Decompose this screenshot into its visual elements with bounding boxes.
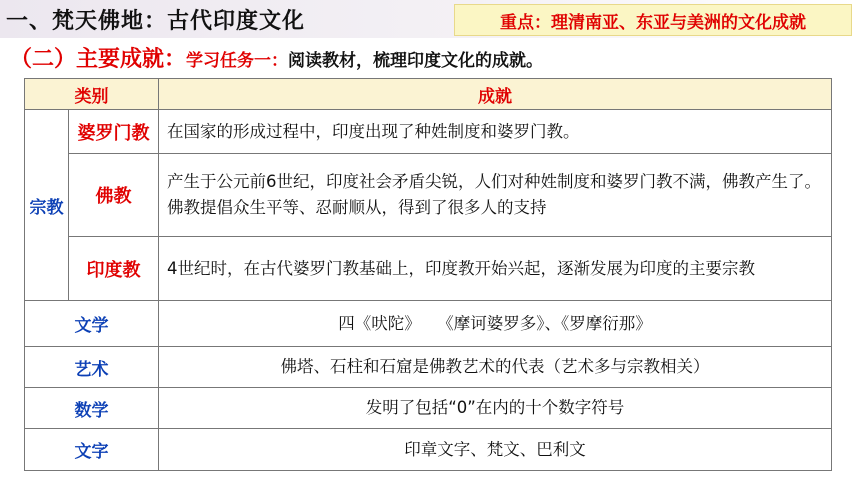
- row-label-brahmanism: 婆罗门教: [69, 110, 159, 154]
- row-text-hinduism: 4世纪时，在古代婆罗门教基础上，印度教开始兴起，逐渐发展为印度的主要宗教: [159, 237, 832, 301]
- keypoint-box: 重点：理清南亚、东亚与美洲的文化成就: [454, 4, 852, 36]
- row-text-brahmanism: 在国家的形成过程中，印度出现了种姓制度和婆罗门教。: [159, 110, 832, 154]
- table-row: [25, 388, 832, 429]
- table-row: [25, 429, 832, 471]
- header-category: 类别: [25, 79, 159, 110]
- table-row: [25, 347, 832, 388]
- row-text-buddhism: 产生于公元前6世纪，印度社会矛盾尖锐，人们对种姓制度和婆罗门教不满，佛教产生了。佛教提倡众生平等、忍耐顺从，得到了很多人的支持: [159, 154, 832, 237]
- table-row: [25, 110, 832, 154]
- subtitle-main: （二）主要成就：: [10, 47, 187, 72]
- religion-label: 宗教: [25, 110, 69, 301]
- table-row: [25, 301, 832, 347]
- header-achievement: 成就: [159, 79, 832, 110]
- table-header-row: [25, 79, 832, 110]
- subtitle-task: 学习任务一：: [186, 51, 289, 71]
- row-label-math: 数学: [25, 388, 159, 429]
- row-label-hinduism: 印度教: [69, 237, 159, 301]
- row-label-script: 文字: [25, 429, 159, 471]
- page-title: 一、梵天佛地：古代印度文化: [6, 9, 306, 34]
- table-row: [25, 154, 832, 237]
- table-row: [25, 237, 832, 301]
- row-text-art: 佛塔、石柱和石窟是佛教艺术的代表（艺术多与宗教相关）: [159, 347, 832, 388]
- subtitle-desc: 阅读教材，梳理印度文化的成就。: [288, 51, 544, 71]
- row-text-math: 发明了包括“0”在内的十个数字符号: [159, 388, 832, 429]
- row-text-script: 印章文字、梵文、巴利文: [159, 429, 832, 471]
- row-label-buddhism: 佛教: [69, 154, 159, 237]
- row-label-art: 艺术: [25, 347, 159, 388]
- section-subtitle: [10, 42, 543, 73]
- row-text-literature: 四《吠陀》 《摩诃婆罗多》、《罗摩衍那》: [159, 301, 832, 347]
- row-label-literature: 文学: [25, 301, 159, 347]
- achievement-table: [24, 78, 832, 471]
